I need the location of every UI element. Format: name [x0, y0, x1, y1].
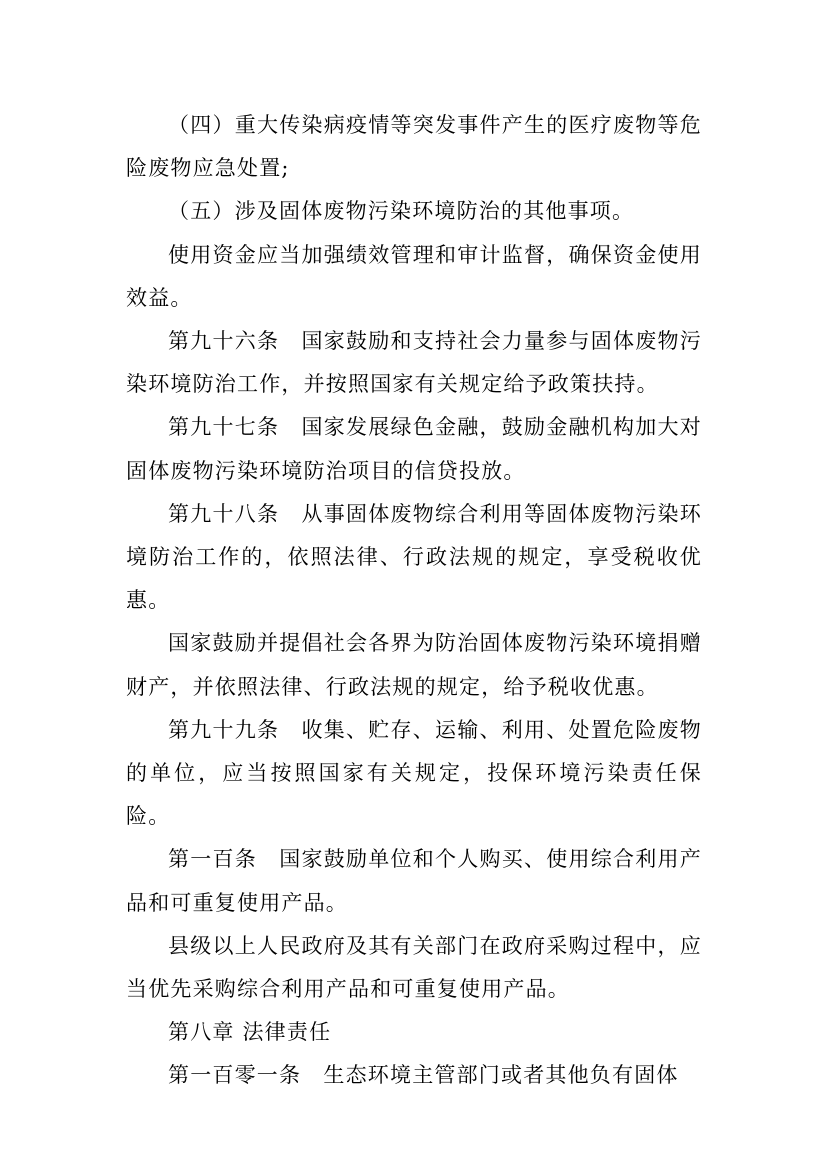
paragraph-donation: 国家鼓励并提倡社会各界为防治固体废物污染环境捐赠财产，并依照法律、行政法规的规定，给予税收优惠。 [126, 631, 702, 699]
article-98: 第九十八条 从事固体废物综合利用等固体废物污染环境防治工作的，依照法律、行政法规的规定，享受税收优惠。 [126, 501, 702, 613]
paragraph-fund-use: 使用资金应当加强绩效管理和审计监督，确保资金使用效益。 [126, 242, 702, 310]
paragraph-procurement: 县级以上人民政府及其有关部门在政府采购过程中，应当优先采购综合利用产品和可重复使用产品。 [126, 933, 702, 1002]
article-97: 第九十七条 国家发展绿色金融，鼓励金融机构加大对固体废物污染环境防治项目的信贷投放。 [126, 415, 702, 483]
article-101: 第一百零一条 生态环境主管部门或者其他负有固体 [168, 1063, 679, 1088]
document-body [126, 104, 702, 1098]
paragraph-item-5: （五）涉及固体废物污染环境防治的其他事项。 [168, 199, 635, 224]
paragraph-item-4: （四）重大传染病疫情等突发事件产生的医疗废物等危险废物应急处置; [126, 113, 702, 181]
article-100: 第一百条 国家鼓励单位和个人购买、使用综合利用产品和可重复使用产品。 [126, 847, 702, 915]
chapter-heading: 第八章 法律责任 [168, 1020, 332, 1045]
article-99: 第九十九条 收集、贮存、运输、利用、处置危险废物的单位，应当按照国家有关规定，投保环境污染责任保险。 [126, 717, 702, 829]
article-96: 第九十六条 国家鼓励和支持社会力量参与固体废物污染环境防治工作，并按照国家有关规定给予政策扶持。 [126, 329, 702, 397]
